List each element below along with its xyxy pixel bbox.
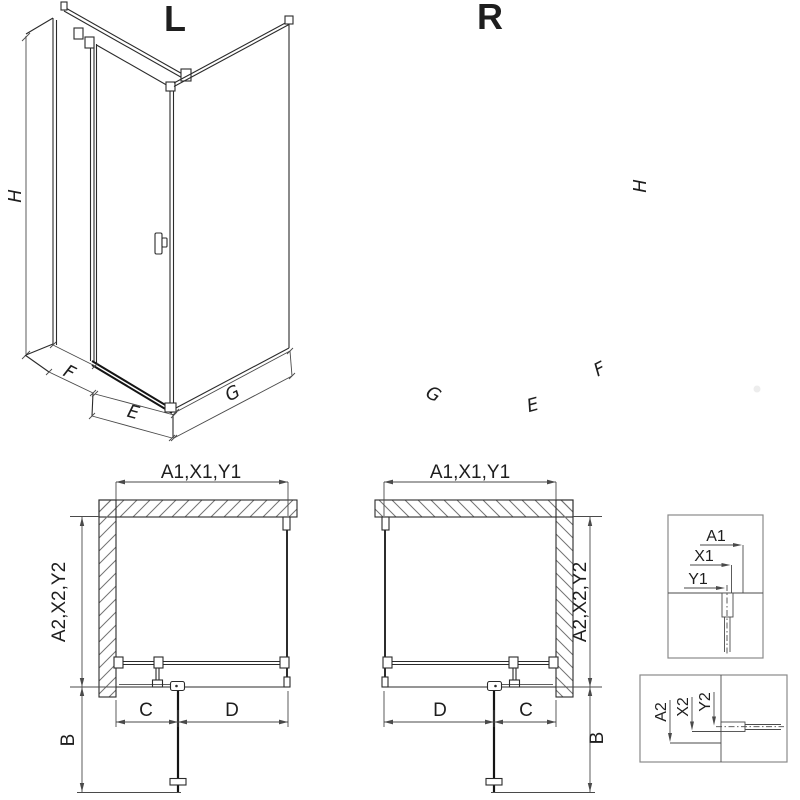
detail-y1-label: Y1 [688, 571, 708, 588]
plan-left-b-label: B [58, 733, 80, 747]
detail-a1-label: A1 [706, 528, 726, 545]
plan-right-width-dim-label: A1,X1,Y1 [429, 462, 511, 483]
iso-right-g-label: G [422, 382, 445, 408]
glass-floor-clamp [284, 677, 290, 687]
plan-left-d-label: D [225, 700, 239, 721]
variant-title-left: L [164, 0, 186, 39]
plan-right-d-label: D [433, 700, 447, 721]
pivot-dot [175, 685, 178, 688]
iso-left-e-label: E [124, 400, 142, 425]
detail-a2-label: A2 [653, 702, 671, 722]
plan-right-b-label: B [587, 731, 609, 745]
wall-side-hatched [99, 500, 116, 697]
detail-x1-label: X1 [694, 548, 714, 565]
iso-right-height-label: H [630, 179, 651, 193]
wall-profile-section [722, 593, 733, 617]
variant-title-right: R [477, 0, 503, 37]
rail-end-block [165, 403, 176, 412]
plan-left-c-label: C [139, 700, 153, 721]
door-handle-plan [170, 779, 186, 786]
detail-x2-label: X2 [675, 697, 693, 717]
detail-y2-label: Y2 [697, 692, 715, 712]
iso-right-f-label: F [590, 357, 610, 382]
plan-right-c-label: C [519, 700, 533, 721]
plan-left-depth-dim-label: A2,X2,Y2 [49, 561, 71, 643]
iso-left-height-label: H [5, 189, 26, 203]
watermark-dot [754, 386, 761, 393]
iso-left-g-label: G [221, 381, 244, 407]
glass-wall-clamp [283, 517, 290, 530]
plan-right-depth-dim-label: A2,X2,Y2 [570, 561, 592, 643]
wall-top-hatched [99, 500, 297, 517]
iso-left-f-label: F [59, 360, 79, 385]
iso-right-e-label: E [524, 393, 542, 418]
plan-left-width-dim-label: A1,X1,Y1 [160, 462, 242, 483]
